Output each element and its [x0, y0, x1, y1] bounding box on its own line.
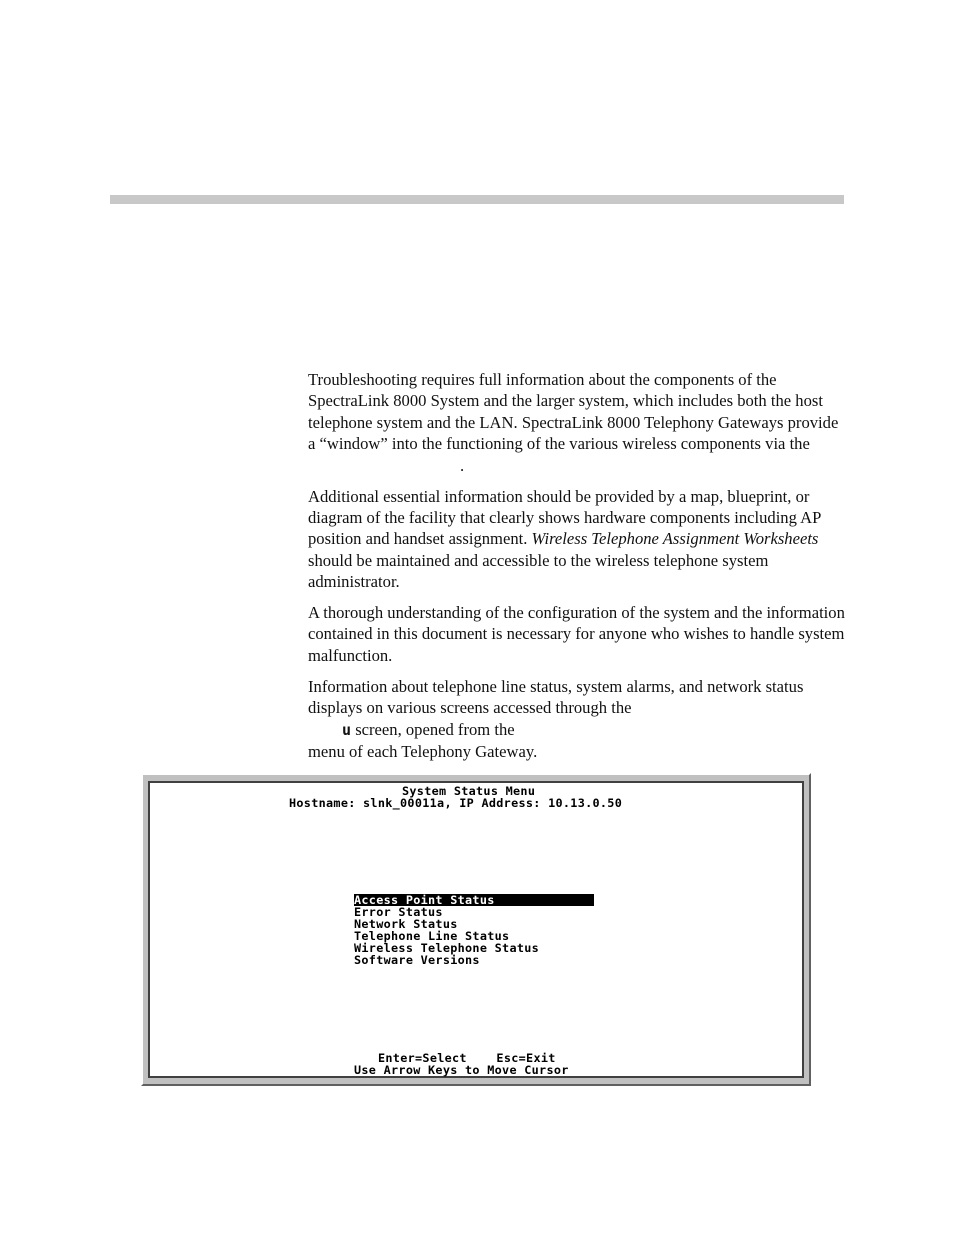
terminal-footer-hint: Use Arrow Keys to Move Cursor [354, 1063, 569, 1077]
terminal-hostname: Hostname: slnk_00011a, IP Address: 10.13.0.50 [289, 796, 623, 810]
terminal-title: System Status Menu [402, 784, 536, 798]
menu-item-error-status[interactable]: Error Status [354, 905, 443, 919]
paragraph-2: Additional essential information should be provided by a map, blueprint, or diagram of the facility that clearly shows hardware components including AP position and handset assignment. Wireless Telephone Assignment Worksheets should be maintained and accessible to the wireless telephone system administrator. [308, 486, 821, 592]
header-rule [110, 195, 844, 204]
paragraph-1: Troubleshooting requires full information about the components of the SpectraLink 8000 System and the larger system, which includes both the host telephone system and the LAN. SpectraLink 8000 Telephony Gateways provide a “window” into the functioning of the various wireless components via the. [308, 370, 839, 475]
paragraph-4: Information about telephone line status, system alarms, and network status displays on various screens accessed through the u screen, opened from the menu of each Telephony Gateway. [308, 676, 804, 761]
menu-item-access-point-status[interactable]: Access Point Status [354, 894, 594, 906]
paragraph-3: A thorough understanding of the configuration of the system and the information contained in this document is necessary for anyone who wishes to handle system malfunction. [308, 603, 845, 665]
terminal-footer-keys: Enter=Select Esc=Exit [378, 1051, 556, 1065]
menu-name-fragment: u [342, 720, 352, 739]
menu-item-software-versions[interactable]: Software Versions [354, 953, 480, 967]
menu-item-wireless-telephone-status[interactable]: Wireless Telephone Status [354, 941, 540, 955]
terminal-window [141, 773, 811, 1086]
worksheet-title: Wireless Telephone Assignment Worksheets [531, 529, 819, 549]
body-text [308, 369, 848, 772]
terminal-screen [148, 781, 804, 1078]
menu-item-telephone-line-status[interactable]: Telephone Line Status [354, 929, 510, 943]
menu-item-network-status[interactable]: Network Status [354, 917, 458, 931]
